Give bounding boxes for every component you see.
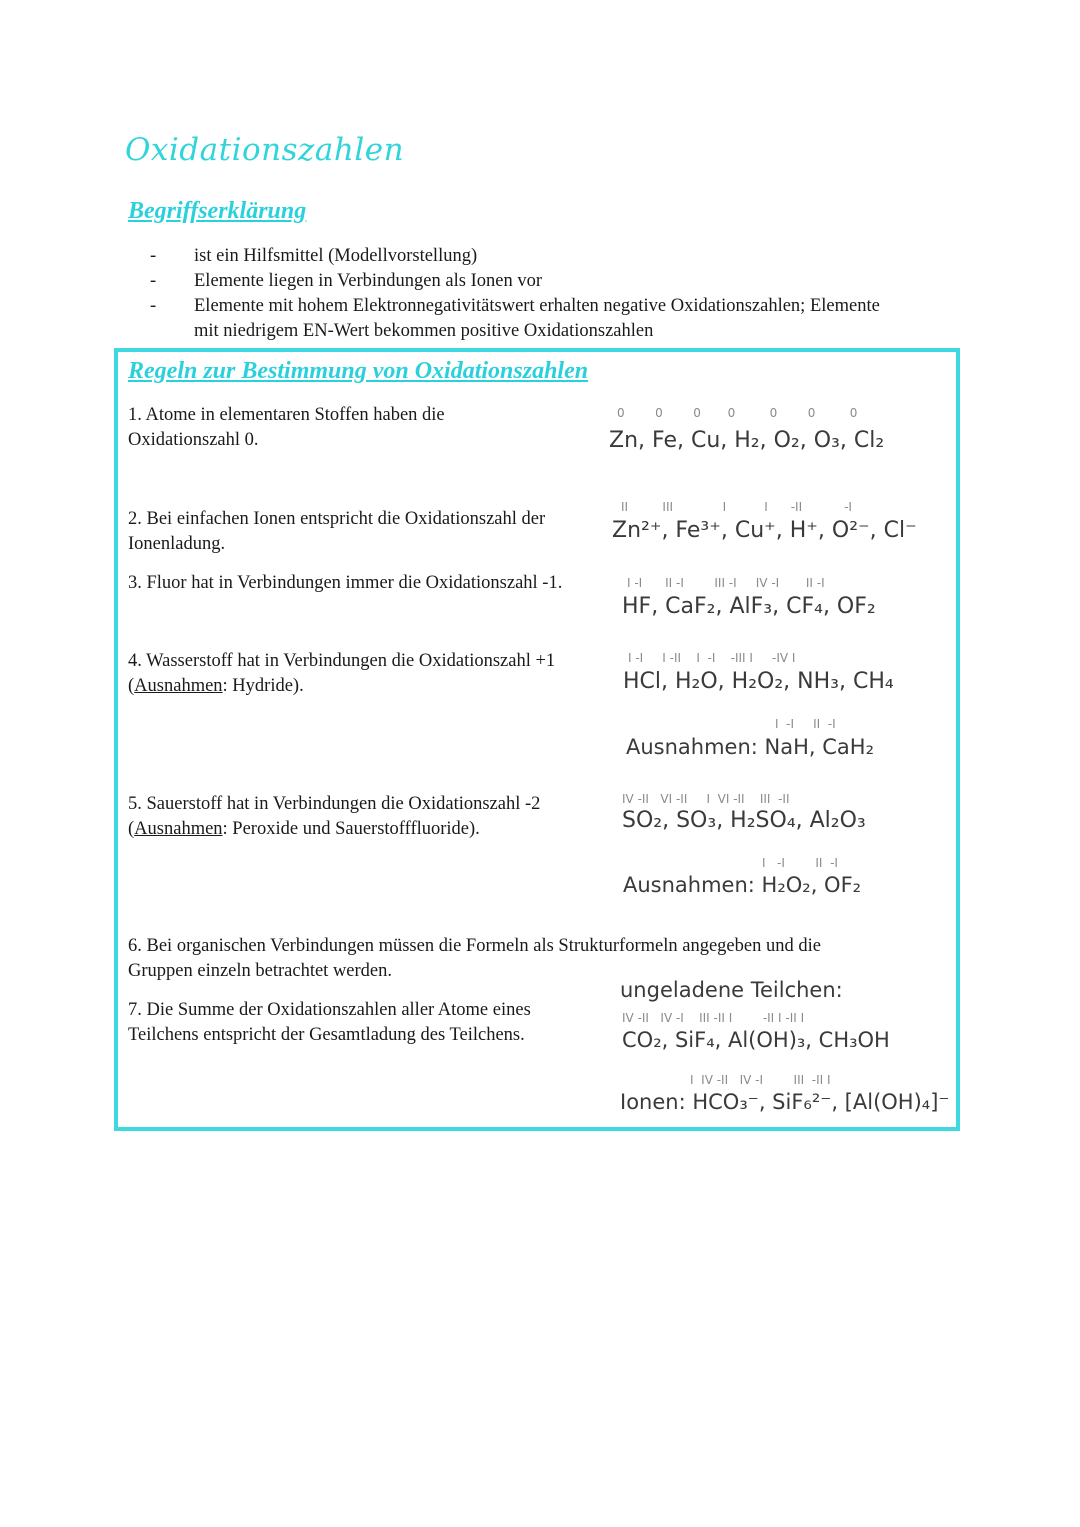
rule-4-line-2: (Ausnahmen: Hydride).	[128, 676, 304, 696]
list-item-text: mit niedrigem EN-Wert bekommen positive Oxidationszahlen	[194, 321, 654, 341]
list-item-continuation	[150, 319, 970, 344]
rule-5-line-2: (Ausnahmen: Peroxide und Sauerstofffluoride).	[128, 819, 480, 839]
rule-4-oxidation-numbers: I -I I -II I -I -III I -IV I	[628, 651, 796, 665]
rule-7-ions-oxidation-numbers: I IV -II IV -I III -II I	[690, 1073, 831, 1087]
rule-2-oxidation-numbers: II III I I -II -I	[621, 500, 852, 514]
rule-4-exceptions-oxidation-numbers: I -I II -I	[775, 717, 836, 731]
definition-list	[150, 244, 970, 344]
rule-6-line-1: 6. Bei organischen Verbindungen müssen die Formeln als Strukturformeln angegeben und die	[128, 936, 821, 956]
rule-5	[128, 792, 540, 842]
rule-5-line-1: 5. Sauerstoff hat in Verbindungen die Oxidationszahl -2	[128, 794, 541, 814]
rule-3	[128, 571, 562, 596]
rule-1-example: Zn, Fe, Cu, H₂, O₂, O₃, Cl₂	[609, 428, 885, 453]
rule-4-example: HCl, H₂O, H₂O₂, NH₃, CH₄	[623, 669, 894, 694]
rule-2-example: Zn²⁺, Fe³⁺, Cu⁺, H⁺, O²⁻, Cl⁻	[612, 518, 917, 543]
rule-5-example: SO₂, SO₃, H₂SO₄, Al₂O₃	[622, 808, 866, 833]
rule-4-line-1: 4. Wasserstoff hat in Verbindungen die Oxidationszahl +1	[128, 651, 556, 671]
definition-heading: Begriffserklärung	[128, 198, 307, 224]
list-item	[150, 294, 970, 319]
page-title: Oxidationszahlen	[125, 132, 405, 168]
rule-7-line-1: 7. Die Summe der Oxidationszahlen aller Atome eines	[128, 1000, 531, 1020]
rule-2	[128, 507, 545, 557]
rule-3-line-1: 3. Fluor hat in Verbindungen immer die Oxidationszahl -1.	[128, 573, 563, 593]
list-item-text: Elemente mit hohem Elektronnegativitätswert erhalten negative Oxidationszahlen; Elemente	[194, 296, 880, 316]
rule-2-line-1: 2. Bei einfachen Ionen entspricht die Oxidationszahl der	[128, 509, 546, 529]
rule-1-oxidation-numbers: 0 0 0 0 0 0 0	[617, 406, 858, 420]
rule-1	[128, 403, 445, 453]
rule-7-uncharged-example: CO₂, SiF₄, Al(OH)₃, CH₃OH	[622, 1028, 890, 1052]
rule-7-uncharged-label: ungeladene Teilchen:	[620, 978, 843, 1002]
rule-6	[128, 934, 938, 984]
rule-4	[128, 649, 555, 699]
rule-7	[128, 998, 531, 1048]
rule-3-example: HF, CaF₂, AlF₃, CF₄, OF₂	[622, 594, 876, 619]
list-item	[150, 244, 970, 269]
rule-6-line-2: Gruppen einzeln betrachtet werden.	[128, 961, 393, 981]
exceptions-term: Ausnahmen	[134, 819, 223, 839]
bullet-marker: -	[150, 296, 157, 316]
rule-7-ions-example: Ionen: HCO₃⁻, SiF₆²⁻, [Al(OH)₄]⁻	[620, 1090, 950, 1114]
exceptions-term: Ausnahmen	[134, 676, 223, 696]
rule-7-line-2: Teilchens entspricht der Gesamtladung des Teilchens.	[128, 1025, 525, 1045]
rule-5-exceptions: Ausnahmen: H₂O₂, OF₂	[623, 873, 862, 897]
bullet-marker: -	[150, 246, 157, 266]
rule-1-line-2: Oxidationszahl 0.	[128, 430, 259, 450]
rule-7-uncharged-oxidation-numbers: IV -II IV -I III -II I -II I -II I	[622, 1011, 805, 1025]
rule-1-line-1: 1. Atome in elementaren Stoffen haben die	[128, 405, 445, 425]
list-item-text: ist ein Hilfsmittel (Modellvorstellung)	[194, 246, 478, 266]
rule-3-oxidation-numbers: I -I II -I III -I IV -I II -I	[627, 576, 825, 590]
rule-2-line-2: Ionenladung.	[128, 534, 226, 554]
rules-heading: Regeln zur Bestimmung von Oxidationszahlen	[128, 358, 589, 384]
list-item	[150, 269, 970, 294]
bullet-marker: -	[150, 271, 157, 291]
list-item-text: Elemente liegen in Verbindungen als Ionen vor	[194, 271, 542, 291]
rule-5-exceptions-oxidation-numbers: I -I II -I	[762, 856, 838, 870]
rule-4-exceptions: Ausnahmen: NaH, CaH₂	[626, 735, 875, 759]
rule-5-oxidation-numbers: IV -II VI -II I VI -II III -II	[622, 792, 790, 806]
